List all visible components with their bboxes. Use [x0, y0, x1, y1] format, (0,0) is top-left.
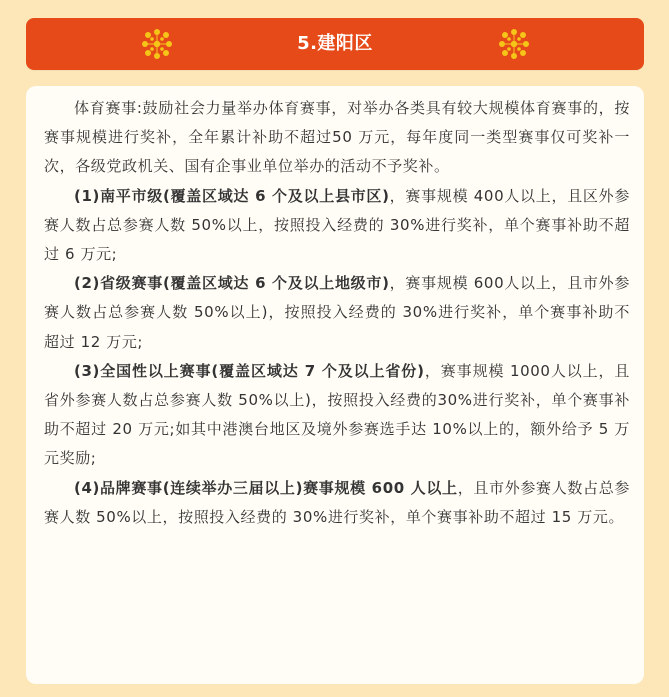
paragraph-item-4 — [44, 474, 630, 532]
paragraph-item-1 — [44, 182, 630, 270]
banner-title: 5.建阳区 — [297, 33, 373, 54]
paragraph-item-2 — [44, 269, 630, 357]
paragraph-lead: (1)南平市级(覆盖区域达 6 个及以上县市区) — [74, 186, 390, 205]
article-body — [44, 94, 630, 532]
paragraph-text: ，且市外参赛人数占总参赛人数 50%以上，按照投入经费的 30%进行奖补，单个赛事补助不超过 15 万元。 — [44, 478, 630, 526]
paragraph-intro — [44, 94, 630, 182]
paragraph-text: 体育赛事:鼓励社会力量举办体育赛事，对举办各类具有较大规模体育赛事的，按赛事规模进行奖补，全年累计补助不超过50 万元，每年度同一类型赛事仅可奖补一次，各级党政机关、国有企事业单位举办的活动不予奖补。 — [44, 99, 630, 176]
paragraph-text: ，赛事规模 400人以上，且区外参赛人数占总参赛人数 50%以上，按照投入经费的 30%进行奖补，单个赛事补助不超过 6 万元; — [44, 186, 630, 264]
paragraph-lead: (4)品牌赛事(连续举办三届以上)赛事规模 600 人以上 — [74, 478, 458, 497]
paragraph-text: ，赛事规模 1000人以上，且省外参赛人数占总参赛人数 50%以上)，按照投入经费的30%进行奖补，单个赛事补助不超过 20 万元;如其中港澳台地区及境外参赛选手达 10%以上的，额外给予 5 万元奖励; — [44, 361, 630, 468]
paragraph-text: ，赛事规模 600人以上，且市外参赛人数占总参赛人数 50%以上)，按照投入经费的 30%进行奖补，单个赛事补助不超过 12 万元; — [44, 274, 630, 351]
paragraph-lead: (3)全国性以上赛事(覆盖区域达 7 个及以上省份) — [74, 361, 425, 380]
flower-icon — [496, 26, 532, 62]
section-banner — [26, 18, 644, 70]
paragraph-lead: (2)省级赛事(覆盖区域达 6 个及以上地级市) — [74, 274, 390, 293]
paragraph-item-3 — [44, 357, 630, 474]
